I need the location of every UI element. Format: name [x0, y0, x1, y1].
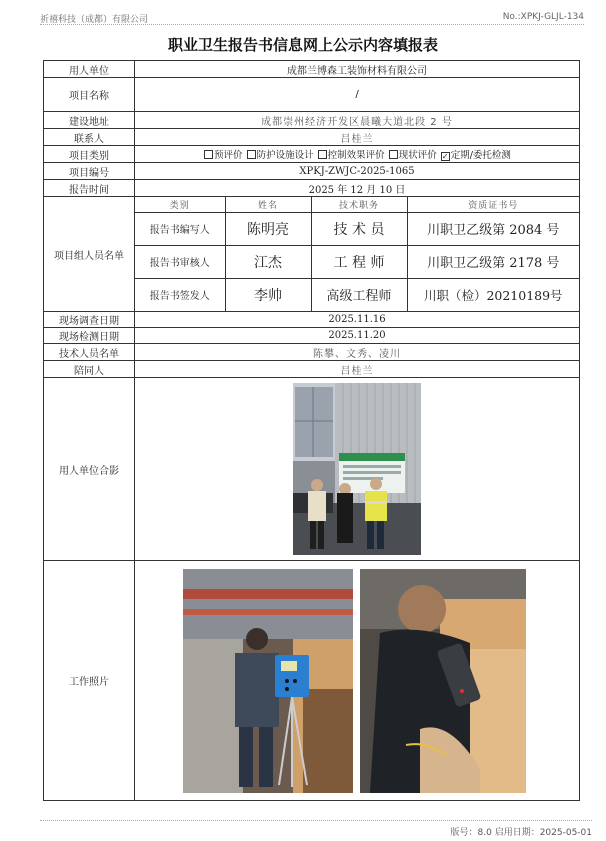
- tech-staff-value: 陈攀、文秀、凌川: [135, 344, 580, 361]
- category-option[interactable]: 预评价: [203, 150, 243, 161]
- team-role: 报告书审核人: [135, 245, 225, 278]
- info-table: [43, 60, 580, 801]
- test-date-label: 现场检测日期: [44, 328, 135, 344]
- header-company: 祈禧科技（成都）有限公司: [40, 15, 149, 25]
- group-photo-cell: [135, 378, 580, 561]
- footer-version: 版号：8.0 启用日期：2025-05-01: [450, 828, 592, 838]
- category-option-checked[interactable]: ✓ 定期/委托检测: [441, 150, 511, 161]
- checkbox-unchecked-icon: [204, 150, 213, 159]
- tech-staff-label: 技术人员名单: [44, 344, 135, 361]
- address-label: 建设地址: [44, 112, 135, 129]
- team-name: 李帅: [225, 278, 311, 311]
- test-date-value: 2025.11.20: [135, 328, 580, 344]
- checkbox-checked-icon: ✓: [441, 152, 449, 161]
- team-header-cert: 资质证书号: [407, 197, 579, 212]
- category-option[interactable]: 防护设施设计: [246, 150, 314, 161]
- team-cert: 川职卫乙级第 2178 号: [407, 245, 579, 278]
- team-table: [135, 197, 579, 311]
- project-name-value: /: [135, 78, 580, 112]
- team-title: 技 术 员: [311, 212, 407, 245]
- category-option[interactable]: 控制效果评价: [317, 150, 385, 161]
- group-photo-label: 用人单位合影: [44, 378, 135, 561]
- accompany-label: 陪同人: [44, 361, 135, 378]
- project-no-label: 项目编号: [44, 163, 135, 180]
- work-photo-label: 工作照片: [44, 561, 135, 801]
- team-label: 项目组人员名单: [44, 197, 135, 312]
- footer-divider: [40, 820, 592, 821]
- team-header-row: [135, 197, 579, 212]
- team-role: 报告书签发人: [135, 278, 225, 311]
- address-value: 成都崇州经济开发区晨曦大道北段 2 号: [135, 112, 580, 129]
- category-label: 项目类别: [44, 146, 135, 163]
- contact-label: 联系人: [44, 129, 135, 146]
- survey-date-label: 现场调查日期: [44, 312, 135, 328]
- project-no-value: XPKJ-ZWJC-2025-1065: [135, 163, 580, 180]
- employer-value: 成都兰博森工装饰材料有限公司: [135, 61, 580, 78]
- table-row: [135, 278, 579, 311]
- team-header-name: 姓名: [225, 197, 311, 212]
- survey-date-value: 2025.11.16: [135, 312, 580, 328]
- team-header-title: 技术职务: [311, 197, 407, 212]
- category-options: [135, 146, 580, 163]
- report-time-label: 报告时间: [44, 180, 135, 197]
- work-photos-cell: [135, 561, 580, 801]
- checkbox-unchecked-icon: [247, 150, 256, 159]
- report-time-value: 2025 年 12 月 10 日: [135, 180, 580, 197]
- contact-value: 吕桂兰: [135, 129, 580, 146]
- team-header-role: 类别: [135, 197, 225, 212]
- team-name: 陈明亮: [225, 212, 311, 245]
- header-doc-number: No.:XPKJ-GLJL-134: [502, 12, 584, 22]
- checkbox-unchecked-icon: [318, 150, 327, 159]
- category-option[interactable]: 现状评价: [388, 150, 437, 161]
- team-role: 报告书编写人: [135, 212, 225, 245]
- work-photo-instrument: [183, 569, 353, 793]
- table-row: [135, 212, 579, 245]
- group-photo: [293, 383, 421, 555]
- page-title: 职业卫生报告书信息网上公示内容填报表: [167, 36, 438, 54]
- project-name-label: 项目名称: [44, 78, 135, 112]
- team-name: 江杰: [225, 245, 311, 278]
- header-divider: [40, 24, 584, 25]
- table-row: [135, 245, 579, 278]
- team-title: 高级工程师: [311, 278, 407, 311]
- team-cert: 川职卫乙级第 2084 号: [407, 212, 579, 245]
- team-cert: 川职（检）20210189号: [407, 278, 579, 311]
- work-photo-handheld: [360, 569, 526, 793]
- employer-label: 用人单位: [44, 61, 135, 78]
- accompany-value: 吕桂兰: [135, 361, 580, 378]
- team-cell: [135, 197, 580, 312]
- checkbox-unchecked-icon: [389, 150, 398, 159]
- team-title: 工 程 师: [311, 245, 407, 278]
